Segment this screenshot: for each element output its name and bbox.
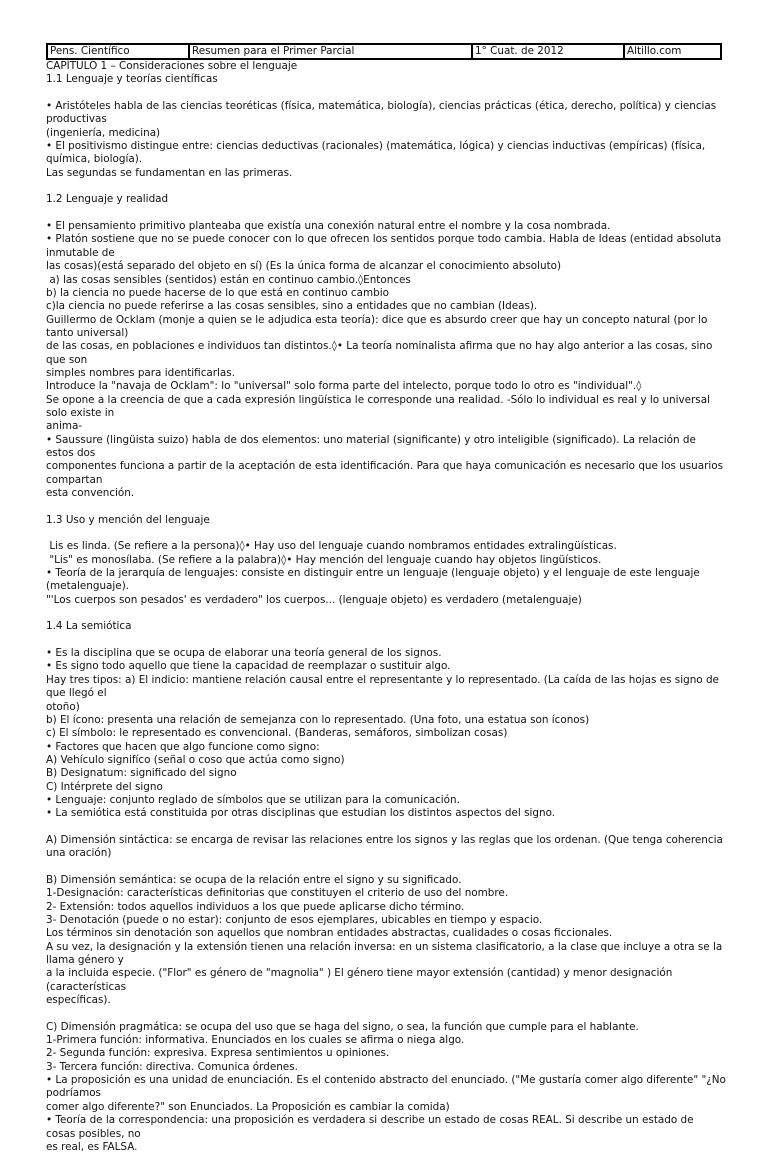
blank-line: [46, 861, 726, 874]
text-line: Los términos sin denotación son aquellos que nombran entidades abstractas, cualidades o cosas ficcionales.: [46, 927, 613, 940]
text-line: componentes funciona a partir de la aceptación de esta identificación. Para que haya comunicación es necesario que los usuarios compartan: [46, 460, 727, 486]
text-line: A) Dimensión sintáctica: se encarga de revisar las relaciones entre los signos y las reglas que los ordenan. (Que tenga coherencia una oración): [46, 833, 727, 860]
text-line: 2- Segunda función: expresiva. Expresa sentimientos u opiniones.: [46, 1047, 390, 1060]
text-line: Lis es linda. (Se refiere a la persona)◊• Hay uso del lenguaje cuando nombramos entidades extralingüísticas.: [46, 540, 617, 553]
text-line: Introduce la "navaja de Ocklam": lo "universal" solo forma parte del intelecto, porque todo lo otro es "individual".◊: [46, 380, 642, 393]
text-line: • Factores que hacen que algo funcione como signo:: [46, 740, 320, 753]
header-term: 1° Cuat. de 2012: [471, 45, 623, 58]
text-line: Hay tres tipos: a) El indicio: mantiene relación causal entre el representante y lo representado. (La caída de las hojas es signo de que llegó el: [46, 673, 723, 700]
text-line: 1.1 Lenguaje y teorías científicas: [46, 73, 218, 86]
text-line: Se opone a la creencia de que a cada expresión lingüística le corresponde una realidad. -Sólo lo individual es real y lo universal solo existe in: [46, 393, 714, 419]
blank-line: [46, 821, 726, 834]
text-line: A) Vehículo signifíco (señal o coso que actúa como signo): [46, 753, 345, 766]
blank-line: [46, 1007, 726, 1020]
text-line: c) El símbolo: le representado es convencional. (Banderas, semáforos, simbolizan cosas): [46, 727, 508, 740]
text-line: • Platón sostiene que no se puede conocer con lo que ofrecen los sentidos porque todo cambia. Habla de Ideas (entidad absoluta inmutable de: [46, 233, 725, 259]
text-line: • El positivismo distingue entre: ciencias deductivas (racionales) (matemática, lógica) y ciencias inductivas (empíricas) (física, química, biología).: [46, 140, 709, 166]
text-line: 1-Designación: características definitorias que constituyen el criterio de uso del nombre.: [46, 887, 509, 900]
text-line: comer algo diferente?" son Enunciados. La Proposición es cambiar la comida): [46, 1100, 450, 1113]
blank-line: [46, 634, 726, 647]
text-line: Las segundas se fundamentan en las primeras.: [46, 166, 293, 179]
text-line: • Aristóteles habla de las ciencias teoréticas (física, matemática, biología), ciencias prácticas (ética, derecho, política) y ciencias productivas: [46, 100, 720, 126]
text-line: específicas).: [46, 994, 111, 1007]
header-source: Altillo.com: [623, 45, 720, 58]
text-line: B) Dimensión semántica: se ocupa de la relación entre el signo y su significado.: [46, 873, 462, 886]
text-line: b) El ícono: presenta una relación de semejanza con lo representado. (Una foto, una estatua son íconos): [46, 713, 590, 726]
text-line: 1-Primera función: informativa. Enunciados en los cuales se afirma o niega algo.: [46, 1034, 465, 1047]
text-line: "'Los cuerpos son pesados' es verdadero" los cuerpos... (lenguaje objeto) es verdadero (metalenguaje): [46, 593, 582, 606]
header-table: [46, 43, 722, 60]
text-line: 1.2 Lenguaje y realidad: [46, 193, 169, 206]
text-line: • Es signo todo aquello que tiene la capacidad de reemplazar o sustituir algo.: [46, 660, 451, 673]
blank-line: [46, 527, 726, 540]
text-line: a) las cosas sensibles (sentidos) están en continuo cambio.◊Entonces: [46, 273, 411, 286]
text-line: simples nombres para identificarlas.: [46, 366, 236, 379]
text-line: anima-: [46, 420, 83, 433]
text-line: de las cosas, en poblaciones e individuos tan distintos.◊• La teoría nominalista afirma que no hay algo anterior a las cosas, sino que son: [46, 340, 716, 366]
text-line: • Teoría de la correspondencia: una proposición es verdadera si describe un estado de cosas REAL. Si describe un estado de cosas posibles, no: [46, 1114, 697, 1140]
text-line: 3- Denotación (puede o no estar): conjunto de esos ejemplares, ubicables en tiempo y espacio.: [46, 914, 543, 926]
blank-line: [46, 500, 726, 513]
text-line: • La semiótica está constituida por otras disciplinas que estudian los distintos aspectos del signo.: [46, 807, 556, 820]
text-line: (ingeniería, medicina): [46, 126, 161, 139]
text-line: c)la ciencia no puede referirse a las cosas sensibles, sino a entidades que no cambian (Ideas).: [46, 300, 538, 313]
blank-line: [46, 607, 726, 620]
blank-line: [46, 207, 726, 220]
text-line: CAPÍTULO 1 – Consideraciones sobre el lenguaje: [46, 60, 298, 72]
text-line: • Teoría de la jerarquía de lenguajes: consiste en distinguir entre un lenguaje (lenguaje objeto) y el lenguaje de este lenguaje (metalenguaje).: [46, 567, 704, 593]
text-line: esta convención.: [46, 487, 135, 499]
text-line: • La proposición es una unidad de enunciación. Es el contenido abstracto del enunciado. ("Me gustaría comer algo diferente" "¿No podríamos: [46, 1074, 730, 1100]
text-line: • El pensamiento primitivo planteaba que existía una conexión natural entre el nombre y la cosa nombrada.: [46, 220, 611, 233]
text-line: 3- Tercera función: directiva. Comunica órdenes.: [46, 1060, 298, 1073]
text-line: es real, es FALSA.: [46, 1140, 138, 1153]
text-line: 2- Extensión: todos aquellos individuos a los que puede aplicarse dicho término.: [46, 900, 465, 913]
text-line: C) Intérprete del signo: [46, 780, 163, 793]
text-line: Guillermo de Ocklam (monje a quien se le adjudica esta teoría): dice que es absurdo creer que hay un concepto natural (por lo tanto universal): [46, 313, 711, 339]
text-line: • Saussure (lingüista suizo) habla de dos elementos: uno material (significante) y otro inteligible (significado). La relación de estos dos: [46, 433, 700, 459]
text-line: 1.3 Uso y mención del lenguaje: [46, 513, 210, 526]
blank-line: [46, 180, 726, 193]
header-course: Pens. Científico: [50, 45, 130, 57]
text-line: "Lis" es monosílaba. (Se refiere a la palabra)◊• Hay mención del lenguaje cuando hay objetos lingüísticos.: [46, 553, 602, 566]
text-line: B) Designatum: significado del signo: [46, 767, 237, 780]
text-line: C) Dimensión pragmática: se ocupa del uso que se haga del signo, o sea, la función que cumple para el hablante.: [46, 1020, 639, 1033]
document-body: [46, 60, 730, 1154]
header-title: Resumen para el Primer Parcial: [188, 45, 471, 58]
text-line: • Es la disciplina que se ocupa de elaborar una teoría general de los signos.: [46, 647, 442, 660]
text-line: • Lenguaje: conjunto reglado de símbolos que se utilizan para la comunicación.: [46, 793, 460, 806]
text-line: otoño): [46, 700, 80, 713]
text-line: A su vez, la designación y la extensión tienen una relación inversa: en un sistema clasificatorio, a la clase que incluye a otra se la llama género y: [46, 940, 726, 967]
text-line: b) la ciencia no puede hacerse de lo que está en continuo cambio: [46, 286, 389, 299]
text-line: 1.4 La semiótica: [46, 620, 132, 633]
text-line: a la incluida especie. ("Flor" es género de "magnolia" ) El género tiene mayor extensión (cantidad) y menor designación (características: [46, 967, 676, 993]
text-line: las cosas)(está separado del objeto en sí) (Es la única forma de alcanzar el conocimiento absoluto): [46, 260, 562, 273]
blank-line: [46, 87, 726, 100]
